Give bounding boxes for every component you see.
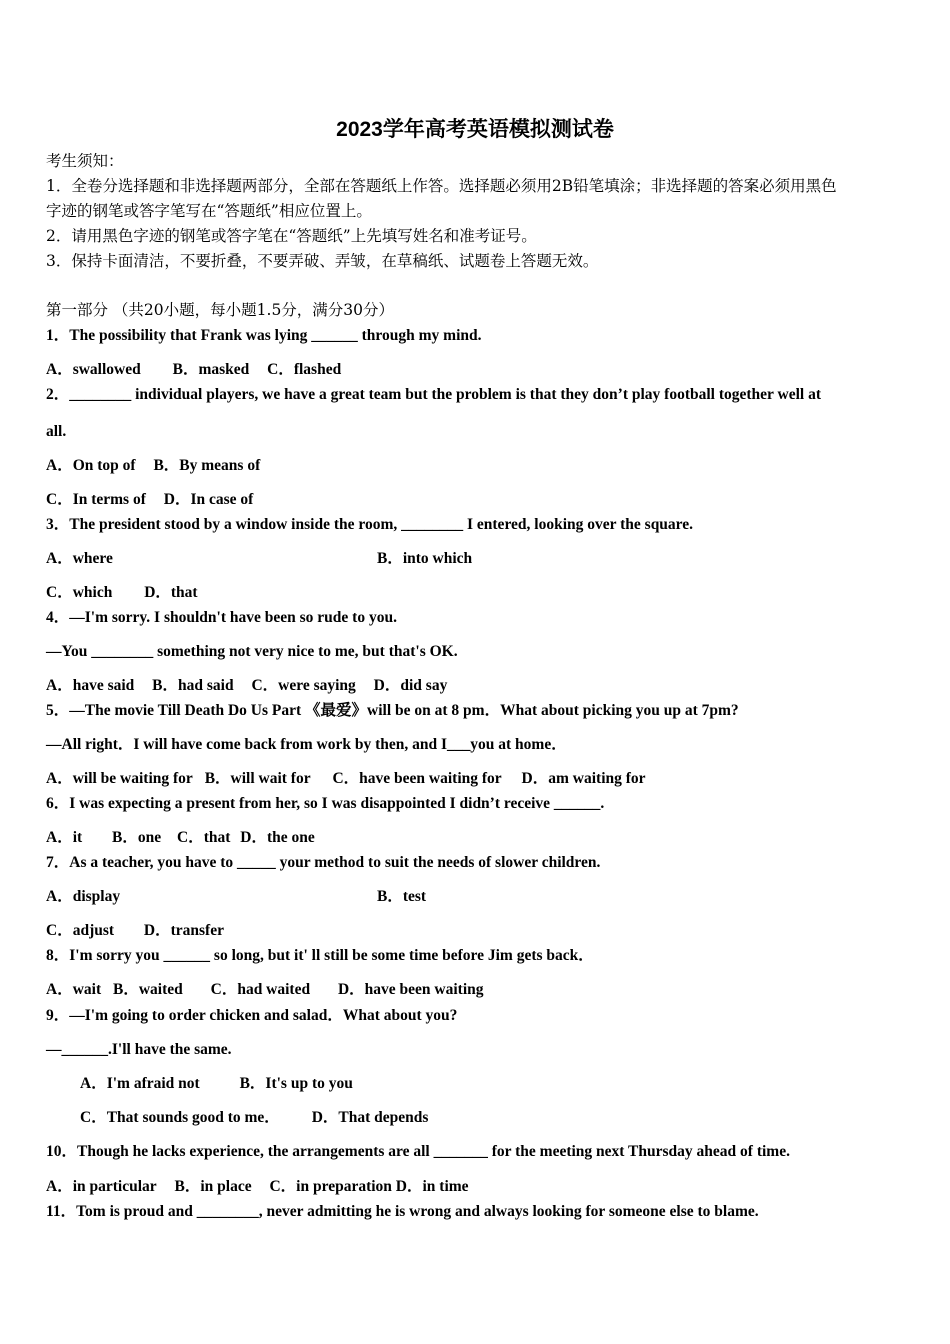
option-a: A．have said (46, 677, 135, 694)
question-11-stem: 11．Tom is proud and ________, never admitting he is wrong and always looking for someone else to blame. (46, 1203, 759, 1220)
option-c: C．were saying (251, 677, 356, 694)
option-a: A．display (46, 888, 121, 905)
question-5-options (46, 769, 646, 789)
question-6-options (46, 828, 315, 848)
option-b: B．will wait for (204, 770, 311, 787)
question-9-stem-continued: —______.I'll have the same. (46, 1041, 232, 1058)
question-5-stem: 5．—The movie Till Death Do Us Part 《最爱》will be on at 8 pm．What about picking you up at 7pm? (46, 702, 739, 719)
option-d: D．In case of (163, 491, 254, 508)
question-9-stem: 9．—I'm going to order chicken and salad．What about you? (46, 1007, 458, 1024)
notice-heading: 考生须知： (46, 152, 124, 170)
question-10-stem: 10．Though he lacks experience, the arrangements are all _______ for the meeting next Thursday ahead of time. (46, 1143, 790, 1160)
question-5-stem-continued: —All right．I will have come back from work by then, and I___you at home． (46, 736, 567, 753)
option-d: D．that (144, 584, 198, 601)
option-d: D．did say (373, 677, 448, 694)
question-10-options (46, 1177, 469, 1197)
question-8-stem: 8．I'm sorry you ______ so long, but it' ll still be some time before Jim gets back． (46, 947, 594, 964)
notice-item: 1．全卷分选择题和非选择题两部分，全部在答题纸上作答。选择题必须用2B铅笔填涂；非选择题的答案必须用黑色 (46, 177, 837, 195)
page-title: 2023学年高考英语模拟测试卷 (336, 118, 614, 141)
option-b: B．had said (152, 677, 234, 694)
option-a: A．will be waiting for (46, 770, 193, 787)
option-d: D．have been waiting (337, 981, 484, 998)
question-9-options-row1 (80, 1074, 353, 1094)
option-c: C．flashed (267, 361, 342, 378)
option-b: B．It's up to you (239, 1075, 353, 1092)
question-2-options-row1 (46, 456, 260, 476)
option-d: D．in time (395, 1178, 469, 1195)
option-c: C．which (46, 584, 113, 601)
option-a: A．I'm afraid not (80, 1075, 200, 1092)
option-c: C．adjust (46, 922, 115, 939)
option-c: C．in preparation (269, 1178, 392, 1195)
option-b: B．waited (112, 981, 183, 998)
option-b: B．into which (377, 550, 473, 567)
option-a: A．it (46, 829, 83, 846)
option-a: A．in particular (46, 1178, 157, 1195)
option-c: C．In terms of (46, 491, 146, 508)
option-d: D．am waiting for (521, 770, 646, 787)
option-a: A．wait (46, 981, 102, 998)
option-d: D．That depends (311, 1109, 429, 1126)
option-c: C．that (177, 829, 231, 846)
question-2-options-row2 (46, 490, 253, 510)
question-9-options-row2 (80, 1108, 428, 1128)
question-7-options-row2 (46, 921, 224, 941)
question-4-stem: 4．—I'm sorry. I shouldn't have been so rude to you. (46, 609, 397, 626)
question-3-options-row2 (46, 583, 198, 603)
option-d: D．the one (240, 829, 315, 846)
notice-item: 字迹的钢笔或答字笔写在“答题纸”相应位置上。 (46, 202, 372, 220)
question-2-stem-continued: all. (46, 423, 67, 440)
notice-item: 3．保持卡面清洁，不要折叠，不要弄破、弄皱，在草稿纸、试题卷上答题无效。 (46, 252, 599, 270)
option-a: A．On top of (46, 457, 136, 474)
question-1-options (46, 360, 341, 380)
question-6-stem: 6．I was expecting a present from her, so I was disappointed I didn’t receive ______. (46, 795, 605, 812)
question-7-stem: 7．As a teacher, you have to _____ your method to suit the needs of slower children. (46, 854, 601, 871)
question-3-stem: 3．The president stood by a window inside the room, ________ I entered, looking over the square. (46, 516, 694, 533)
option-b: B．test (377, 888, 427, 905)
option-d: D．transfer (143, 922, 224, 939)
section-heading: 第一部分 （共20小题，每小题1.5分，满分30分） (46, 301, 395, 319)
option-c: C．have been waiting for (332, 770, 502, 787)
option-b: B．masked (172, 361, 250, 378)
notice-item: 2．请用黑色字迹的钢笔或答字笔在“答题纸”上先填写姓名和准考证号。 (46, 227, 537, 245)
option-c: C．That sounds good to me． (80, 1109, 280, 1126)
option-c: C．had waited (210, 981, 311, 998)
option-b: B．one (112, 829, 162, 846)
option-b: B．in place (174, 1178, 252, 1195)
option-b: B．By means of (153, 457, 261, 474)
option-a: A．where (46, 550, 113, 567)
option-a: A．swallowed (46, 361, 141, 378)
question-2-stem: 2．________ individual players, we have a great team but the problem is that they don’t play football together well at (46, 386, 821, 403)
question-4-stem-continued: —You ________ something not very nice to me, but that's OK. (46, 643, 458, 660)
question-4-options (46, 676, 447, 696)
question-1-stem: 1．The possibility that Frank was lying ______ through my mind. (46, 327, 482, 344)
question-8-options (46, 980, 484, 1000)
